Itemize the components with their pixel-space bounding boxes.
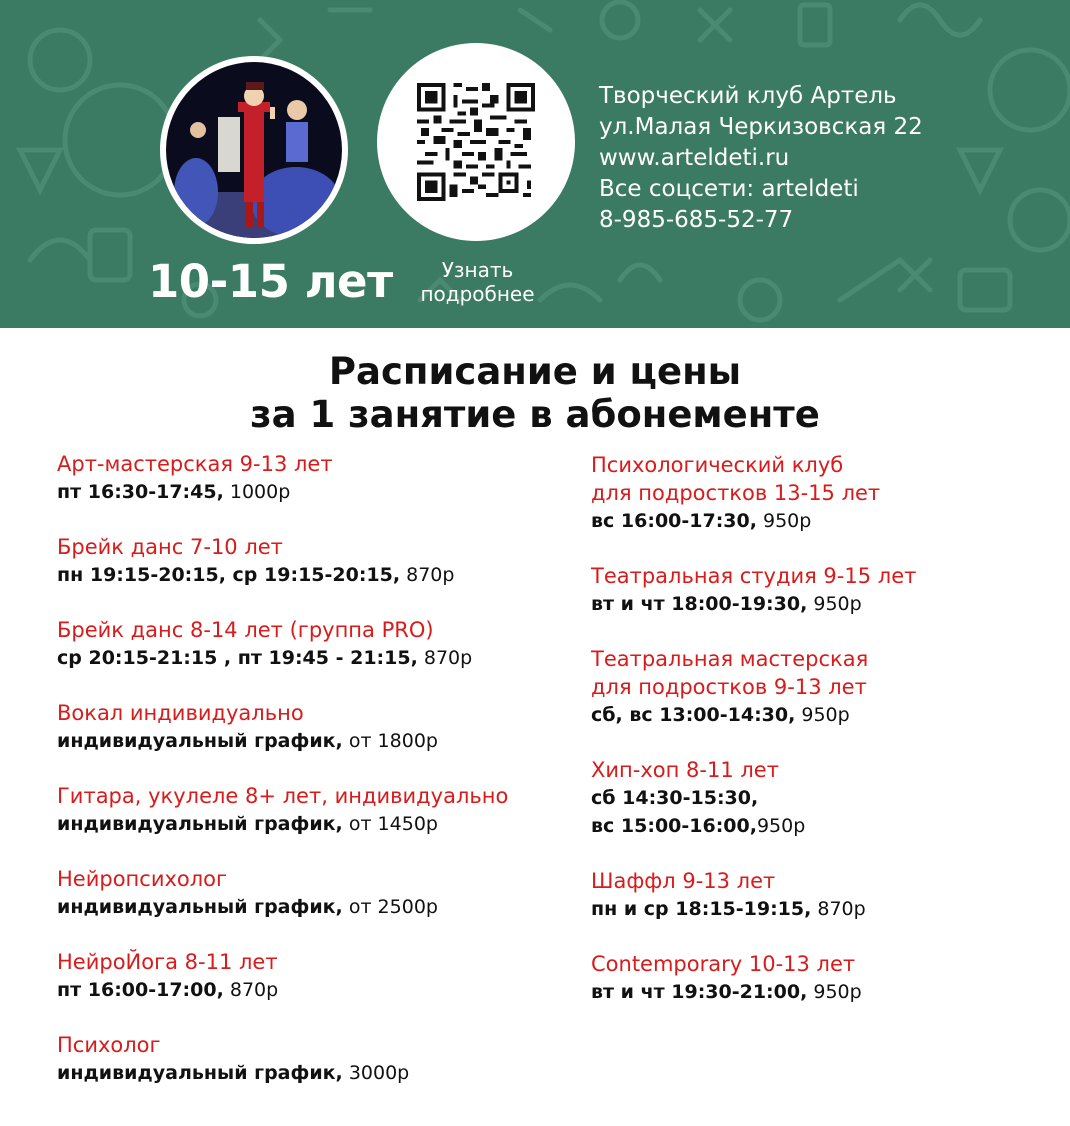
entry-schedule: вс 16:00-17:30,: [591, 510, 757, 532]
entry-schedule-line: [57, 727, 557, 755]
schedule-entry: [57, 1031, 557, 1087]
entry-title: Хип-хоп 8-11 лет: [591, 758, 779, 782]
entry-price: 870р: [223, 979, 279, 1001]
entry-price: от 1800р: [342, 730, 438, 752]
entry-title: Брейк данс 7-10 лет: [57, 535, 283, 559]
entry-schedule-line: [57, 1059, 557, 1087]
qr-code-image[interactable]: [417, 83, 535, 201]
entry-schedule-line: [591, 978, 1061, 1006]
entry-price: 950р: [807, 593, 862, 615]
schedule-entry: [57, 782, 557, 838]
qr-caption-line: Узнать: [441, 258, 514, 282]
schedule-entry: [57, 450, 557, 506]
entry-price: 870р: [811, 898, 866, 920]
page-title-line: за 1 занятие в абонементе: [250, 393, 820, 436]
entry-title: Шаффл 9-13 лет: [591, 869, 776, 893]
entry-schedule: индивидуальный график,: [57, 896, 343, 918]
entry-title: Психологический клуб: [591, 453, 844, 477]
schedule-entry: [591, 756, 1061, 840]
entry-title: Психолог: [57, 1033, 161, 1057]
entry-schedule: вс 15:00-16:00,: [591, 815, 757, 837]
schedule-left-column: [57, 450, 557, 1087]
club-name: Творческий клуб Артель: [599, 83, 897, 109]
entry-schedule-line: [591, 507, 1061, 535]
entry-title: Гитара, укулеле 8+ лет, индивидуально: [57, 784, 509, 808]
page-title-line: Расписание и цены: [328, 350, 742, 393]
schedule-entry: [57, 616, 557, 672]
schedule-entry: [57, 533, 557, 589]
entry-schedule-line: [591, 895, 1061, 923]
schedule-entry: [57, 865, 557, 921]
entry-schedule: сб, вс 13:00-14:30,: [591, 704, 796, 726]
entry-schedule-line: [57, 478, 557, 506]
qr-caption: [400, 258, 555, 306]
qr-caption-line: подробнее: [420, 282, 535, 306]
entry-title: Театральная мастерская: [591, 647, 869, 671]
schedule-entry: [57, 699, 557, 755]
schedule-entry: [591, 451, 1061, 535]
entry-title: Арт-мастерская 9-13 лет: [57, 452, 333, 476]
club-phone[interactable]: 8-985-685-52-77: [599, 207, 794, 233]
theatre-photo: [160, 56, 348, 244]
entry-schedule-line: [591, 701, 1061, 729]
entry-schedule-line: [57, 561, 557, 589]
entry-schedule: пт 16:30-17:45,: [57, 481, 224, 503]
entry-title: НейроЙога 8-11 лет: [57, 950, 278, 974]
entry-schedule-line: [591, 784, 1061, 812]
entry-schedule-line: [57, 976, 557, 1004]
entry-price: 950р: [795, 704, 850, 726]
entry-price: от 1450р: [342, 813, 438, 835]
club-address: ул.Малая Черкизовская 22: [599, 114, 923, 140]
entry-price: 3000р: [342, 1062, 410, 1084]
club-website[interactable]: www.arteldeti.ru: [599, 145, 790, 171]
entry-price: от 2500р: [342, 896, 438, 918]
page-title: [0, 350, 1070, 436]
entry-title: для подростков 9-13 лет: [591, 675, 867, 699]
entry-title: Нейропсихолог: [57, 867, 228, 891]
entry-title: Брейк данс 8-14 лет (группа PRO): [57, 618, 434, 642]
entry-schedule-line: [57, 644, 557, 672]
entry-schedule-line: [57, 893, 557, 921]
entry-title: для подростков 13-15 лет: [591, 481, 881, 505]
contact-info: [599, 81, 923, 236]
entry-schedule: сб 14:30-15:30,: [591, 787, 759, 809]
schedule-right-column: [591, 451, 1061, 1006]
entry-schedule: пт 16:00-17:00,: [57, 979, 224, 1001]
age-range: 10-15 лет: [148, 255, 393, 308]
entry-price: 950р: [756, 815, 806, 837]
entry-schedule-line: [591, 590, 1061, 618]
club-socials: Все соцсети: arteldeti: [599, 176, 859, 202]
schedule-entry: [591, 562, 1061, 618]
entry-schedule: пн и ср 18:15-19:15,: [591, 898, 812, 920]
theatre-photo-image: [166, 62, 342, 238]
schedule-entry: [591, 950, 1061, 1006]
entry-title: Театральная студия 9-15 лет: [591, 564, 917, 588]
entry-schedule: ср 20:15-21:15 , пт 19:45 - 21:15,: [57, 647, 418, 669]
entry-price: 950р: [807, 981, 862, 1003]
entry-schedule: индивидуальный график,: [57, 730, 343, 752]
entry-title: Вокал индивидуально: [57, 701, 304, 725]
entry-price: 950р: [756, 510, 812, 532]
entry-schedule: индивидуальный график,: [57, 813, 343, 835]
entry-schedule-line: [57, 810, 557, 838]
schedule-entry: [57, 948, 557, 1004]
entry-schedule: вт и чт 19:30-21:00,: [591, 981, 808, 1003]
schedule-entry: [591, 645, 1061, 729]
entry-price: 1000р: [223, 481, 291, 503]
entry-schedule: пн 19:15-20:15, ср 19:15-20:15,: [57, 564, 401, 586]
entry-title: Contemporary 10-13 лет: [591, 952, 856, 976]
entry-schedule: вт и чт 18:00-19:30,: [591, 593, 808, 615]
entry-schedule: индивидуальный график,: [57, 1062, 343, 1084]
qr-code-badge[interactable]: [377, 43, 575, 241]
entry-price: 870р: [417, 647, 473, 669]
entry-price: 870р: [400, 564, 455, 586]
header-banner: [0, 0, 1070, 328]
schedule-entry: [591, 867, 1061, 923]
entry-schedule-line: [591, 812, 1061, 840]
